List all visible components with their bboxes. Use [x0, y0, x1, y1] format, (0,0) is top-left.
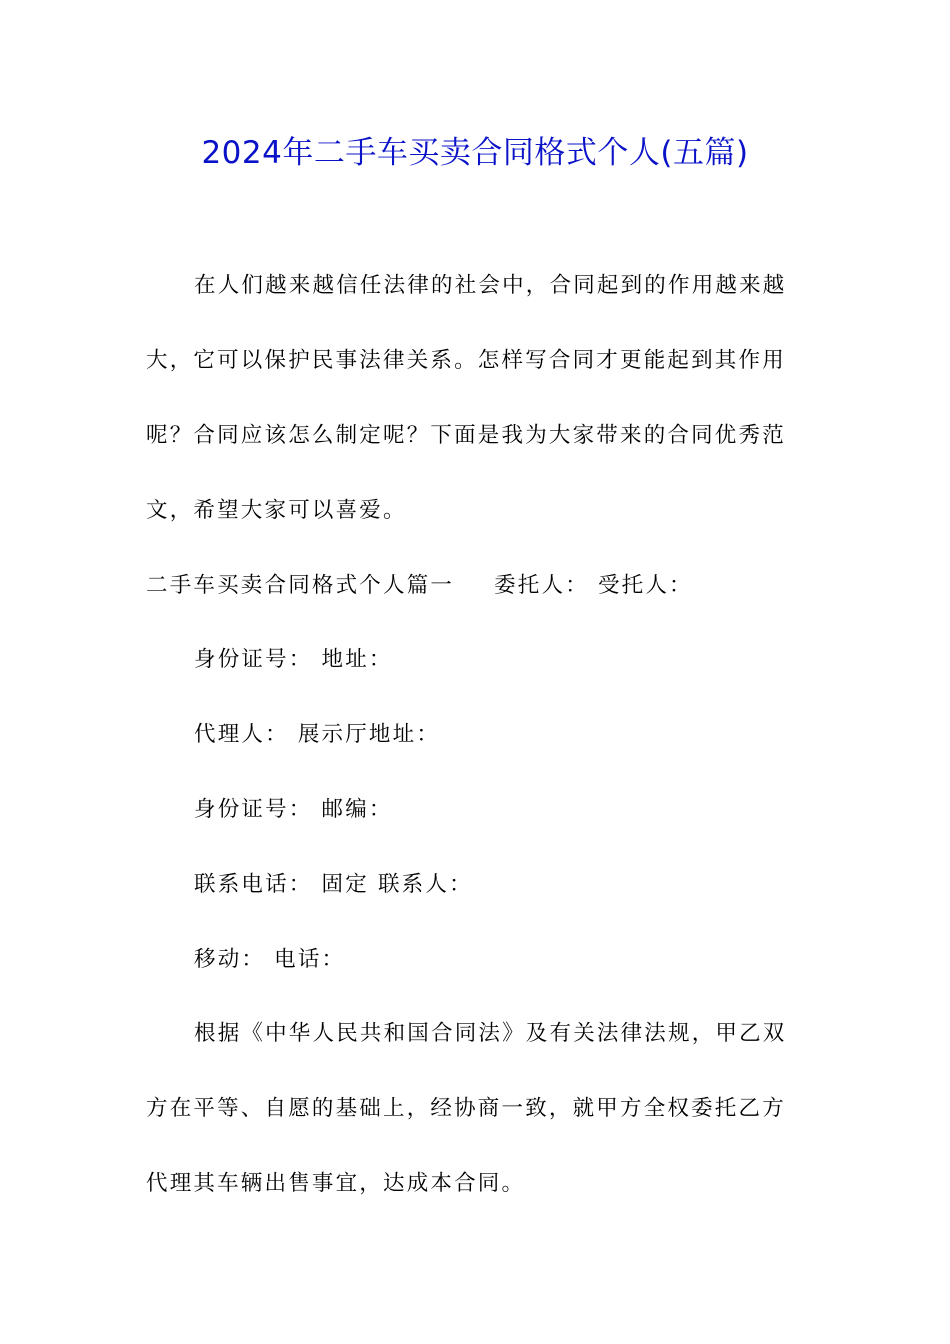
section-heading: 二手车买卖合同格式个人篇一	[146, 573, 455, 598]
field-line: 联系电话： 固定 联系人：	[194, 872, 473, 897]
basis-line: 代理其车辆出售事宜，达成本合同。	[146, 1171, 526, 1196]
field-line: 身份证号： 地址：	[194, 647, 393, 672]
field-line: 移动： 电话：	[194, 947, 346, 972]
intro-line: 大，它可以保护民事法律关系。怎样写合同才更能起到其作用	[146, 348, 786, 373]
field-line: 身份证号： 邮编：	[194, 797, 393, 822]
intro-line: 呢？合同应该怎么制定呢？下面是我为大家带来的合同优秀范	[146, 423, 786, 448]
party-fields	[146, 622, 806, 997]
section-heading-line	[146, 548, 806, 623]
document-title: 2024年二手车买卖合同格式个人(五篇)	[201, 135, 749, 171]
basis-line: 方在平等、自愿的基础上，经协商一致，就甲方全权委托乙方	[146, 1096, 786, 1121]
intro-line: 文，希望大家可以喜爱。	[146, 498, 407, 523]
intro-paragraph	[146, 248, 806, 548]
parties-line: 委托人： 受托人：	[494, 573, 693, 598]
basis-line: 根据《中华人民共和国合同法》及有关法律法规，甲乙双	[194, 1021, 787, 1046]
intro-line: 在人们越来越信任法律的社会中，合同起到的作用越来越	[194, 273, 787, 298]
field-line: 代理人： 展示厅地址：	[194, 722, 441, 747]
basis-paragraph	[146, 996, 806, 1221]
